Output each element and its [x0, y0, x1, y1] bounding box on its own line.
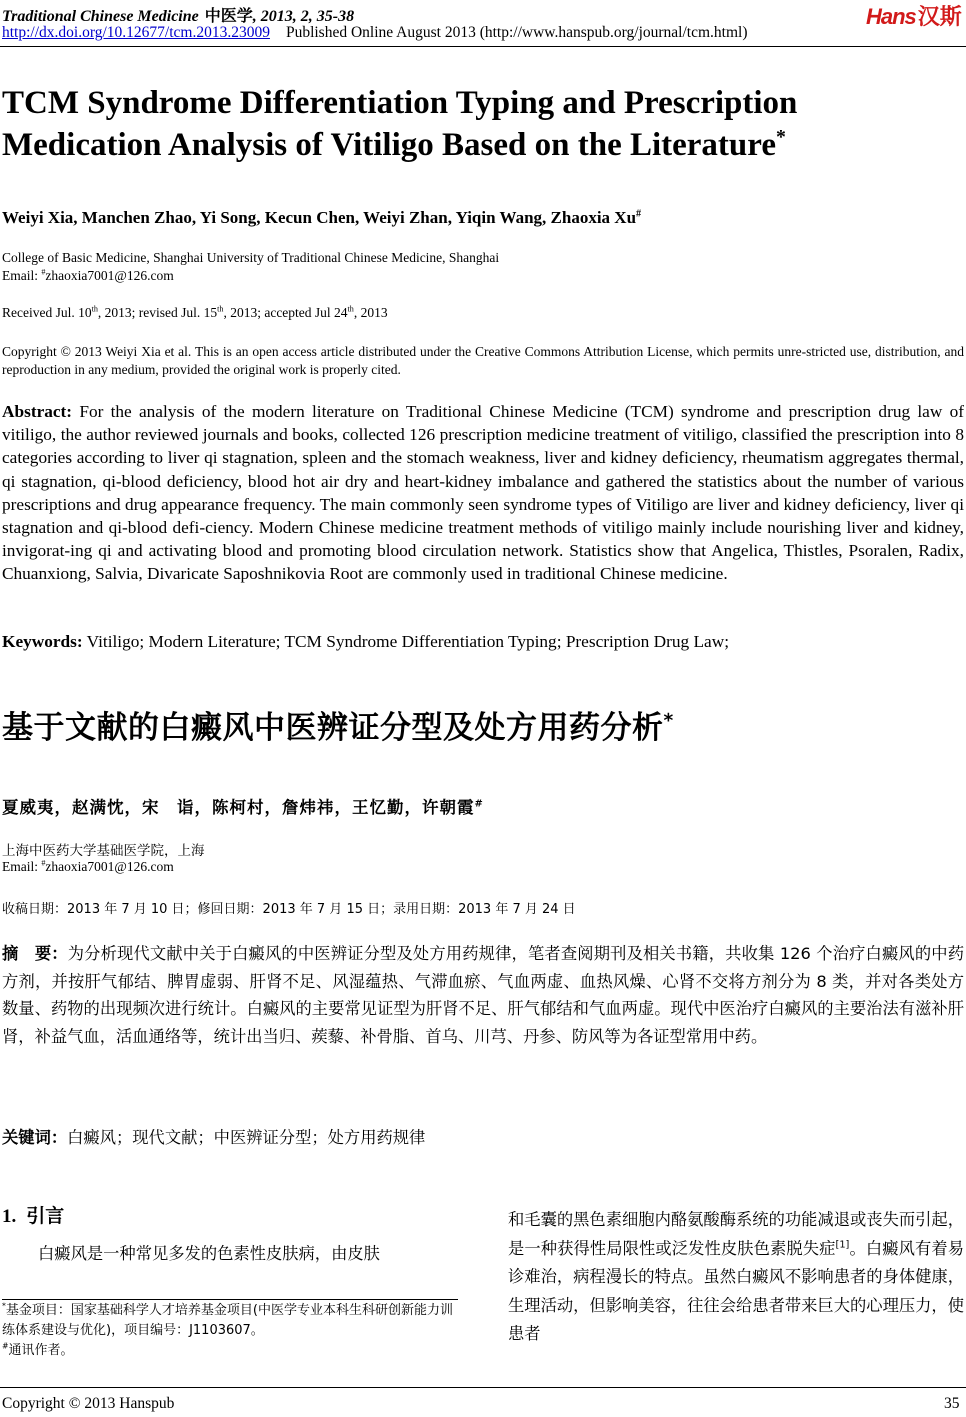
- footnote-funding-mark: *: [2, 1301, 6, 1311]
- received-dates: [2, 304, 388, 322]
- footnote-divider: [2, 1299, 458, 1300]
- year-text: , 2013: [353, 305, 388, 320]
- email-mark: #: [41, 267, 46, 277]
- section-number: 1.: [2, 1206, 17, 1227]
- intro-right-part1: 和毛囊的黑色素细胞内酪氨酸酶系统的功能减退或丧失而引起，是一种获得性局限性或泛发性皮肤色素脱失症: [508, 1210, 964, 1258]
- keywords-en: [2, 632, 964, 652]
- footnote-funding: [2, 1301, 458, 1341]
- authors-en-text: Weiyi Xia, Manchen Zhao, Yi Song, Kecun Chen, Weiyi Zhan, Yiqin Wang, Zhaoxia Xu: [2, 208, 637, 227]
- title-cn-mark: *: [663, 710, 674, 732]
- abstract-label: Abstract:: [2, 402, 73, 421]
- journal-header: [2, 3, 354, 26]
- footnote-corresponding-mark: #: [2, 1341, 9, 1351]
- footer-copyright: Copyright © 2013 Hanspub: [2, 1395, 175, 1412]
- footnote-corresponding: [2, 1341, 458, 1361]
- affiliation-cn: 上海中医药大学基础医学院，上海: [2, 843, 205, 859]
- title-en-text: TCM Syndrome Differentiation Typing and Prescription Medication Analysis of Vitiligo Based on the Literature: [2, 85, 798, 163]
- keywords-cn: [2, 1124, 425, 1148]
- title-funding-mark: *: [775, 126, 786, 148]
- abstract-text: For the analysis of the modern literature on Traditional Chinese Medicine (TCM) syndrome and prescription drug law of vitiligo, the author reviewed journals and books, collected 126 prescription medicine treatment of vitiligo, classified the prescription into 8 categories according to liver qi stagnation, spleen and the stomach weakness, liver and kidney deficiency, rheumatism aggregates thermal, qi stagnation, qi-blood deficiency, blood hot air dry and heart-kidney imbalance and gathered the statistics about the number of various prescriptions and drug appearance frequency. The main commonly seen syndrome types of Vitiligo are liver and kidney deficiency, liver qi stagnation and qi-blood defi-ciency. Modern Chinese medicine treatment methods of vitiligo mainly include nourishing liver and kidney, invigorat-ing qi and activating blood and promoting blood circulation network. Statistics show that Angelica, Thistles, Psoralen, Radix, Chuanxiong, Salvia, Divaricate Saposhnikovia Root are commonly used in traditional Chinese medicine.: [2, 402, 964, 584]
- hanspub-logo: [866, 0, 962, 30]
- abstract-en: [2, 400, 964, 586]
- logo-text-cn: 汉斯: [917, 5, 962, 30]
- title-cn: [2, 702, 674, 747]
- keywords-label: Keywords:: [2, 632, 83, 651]
- intro-paragraph-left: 白癜风是一种常见多发的色素性皮肤病，由皮肤: [38, 1244, 380, 1263]
- footnote-corresponding-text: 通讯作者。: [8, 1343, 74, 1358]
- authors-cn: [2, 794, 484, 818]
- accepted-text: , 2013; accepted Jul 24: [223, 305, 348, 320]
- affiliation-en: College of Basic Medicine, Shanghai University of Traditional Chinese Medicine, Shanghai: [2, 250, 500, 265]
- abstract-cn: [2, 940, 964, 1050]
- footnote-funding-text: 基金项目：国家基础科学人才培养基金项目(中医学专业本科生科研创新能力训练体系建设与优化)，项目编号：J1103607。: [2, 1303, 453, 1338]
- title-en: [2, 82, 962, 166]
- ordinal-suffix: th: [347, 304, 354, 314]
- copyright-notice: Copyright © 2013 Weiyi Xia et al. This is an open access article distributed under the Creative Commons Attribution License, which permits unre-stricted use, distribution, and reproduction in any medium, provided the original work is properly cited.: [2, 344, 964, 377]
- received-text: Received Jul. 10: [2, 305, 92, 320]
- authors-cn-mark: #: [474, 798, 484, 810]
- keywords-cn-text: 白癜风；现代文献；中医辨证分型；处方用药规律: [67, 1128, 426, 1147]
- email-cn-address: zhaoxia7001@126.com: [45, 859, 174, 874]
- email-cn-mark: #: [41, 858, 46, 868]
- logo-text: Hans: [866, 4, 916, 29]
- header-divider: [0, 46, 966, 47]
- revised-text: , 2013; revised Jul. 15: [97, 305, 218, 320]
- intro-right-part2: 。白癜风有着易诊难治，病程漫长的特点。虽然白癜风不影响患者的身体健康，生理活动，但影响美容，往往会给患者带来巨大的心理压力，使患者: [508, 1238, 964, 1344]
- footnotes: [2, 1301, 458, 1361]
- publication-info: [2, 24, 748, 42]
- ordinal-suffix: th: [217, 304, 224, 314]
- keywords-cn-label: 关键词：: [2, 1128, 68, 1147]
- ordinal-suffix: th: [91, 304, 98, 314]
- intro-paragraph-right: [508, 1206, 964, 1349]
- email-address: zhaoxia7001@126.com: [45, 268, 174, 283]
- journal-volume: , 2013, 2, 35-38: [252, 8, 355, 25]
- received-dates-cn: 收稿日期：2013 年 7 月 10 日；修回日期：2013 年 7 月 15 日；录用日期：2013 年 7 月 24 日: [2, 902, 576, 917]
- journal-name-cn: 中医学: [204, 8, 253, 25]
- section-heading-introduction: [2, 1201, 64, 1228]
- corresponding-mark: #: [636, 208, 642, 220]
- authors-en: [2, 208, 641, 228]
- journal-name: Traditional Chinese Medicine: [2, 8, 199, 25]
- page-number: 35: [944, 1395, 960, 1412]
- email-cn: [2, 859, 174, 875]
- citation-ref[interactable]: [1]: [835, 1239, 850, 1251]
- abstract-cn-label: 摘 要：: [2, 944, 68, 963]
- footer-divider: [0, 1387, 966, 1388]
- doi-link[interactable]: http://dx.doi.org/10.12677/tcm.2013.23009: [2, 24, 270, 41]
- email-en: [2, 267, 174, 285]
- email-cn-label: Email:: [2, 859, 42, 874]
- keywords-text: Vitiligo; Modern Literature; TCM Syndrome Differentiation Typing; Prescription Drug Law;: [86, 632, 729, 651]
- section-title: 引言: [26, 1205, 65, 1227]
- published-online: Published Online August 2013 (http://www.hanspub.org/journal/tcm.html): [285, 24, 748, 41]
- authors-cn-text: 夏威夷，赵满忱，宋 诣，陈柯村，詹炜祎，王忆勤，许朝霞: [2, 798, 475, 817]
- email-label: Email:: [2, 268, 42, 283]
- abstract-cn-text: 为分析现代文献中关于白癜风的中医辨证分型及处方用药规律，笔者查阅期刊及相关书籍，共收集 126 个治疗白癜风的中药方剂，并按肝气郁结、脾胃虚弱、肝肾不足、风湿蕴热、气滞血瘀、气血两虚、血热风燥、心肾不交将方剂分为 8 类，并对各类处方数量、药物的出现频次进行统计。白癜风的主要常见证型为肝肾不足、肝气郁结和气血两虚。现代中医治疗白癜风的主要治法有滋补肝肾，补益气血，活血通络等，统计出当归、蒺藜、补骨脂、首乌、川芎、丹参、防风等为各证型常用中药。: [2, 944, 964, 1046]
- title-cn-text: 基于文献的白癜风中医辨证分型及处方用药分析: [2, 710, 664, 746]
